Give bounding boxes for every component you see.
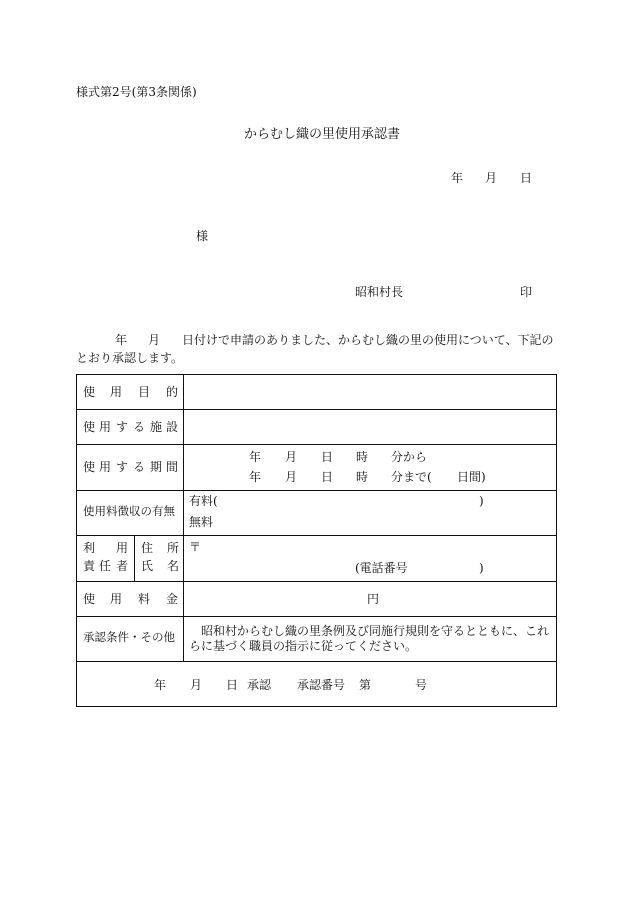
fee-free: 無料 — [189, 515, 214, 529]
period-label-char: す — [116, 460, 129, 474]
issuer-name: 昭和村長 — [355, 285, 404, 299]
period-from-month: 月 — [285, 450, 298, 464]
period-from-year: 年 — [249, 450, 262, 464]
approval-table — [76, 374, 557, 707]
date-year: 年 — [451, 171, 464, 185]
fee-paid-open: 有料( — [189, 494, 218, 508]
row-divider — [77, 616, 556, 617]
amount-label-char: 用 — [110, 592, 123, 606]
responsible-label-char: 用 — [116, 541, 129, 555]
period-to-month: 月 — [285, 470, 298, 484]
amount-label-char: 料 — [138, 592, 151, 606]
facility-label-char: る — [133, 420, 146, 434]
approval-month: 月 — [190, 678, 203, 692]
address-label-char: 所 — [167, 541, 180, 555]
facility-label-char: す — [116, 420, 129, 434]
body-month: 月 — [148, 333, 161, 347]
period-from-day: 日 — [321, 450, 334, 464]
row-divider — [77, 661, 556, 662]
address-label-char: 住 — [141, 541, 154, 555]
period-days: 日間) — [457, 470, 486, 484]
document-title: からむし織の里使用承認書 — [244, 127, 401, 142]
period-label-char: 期 — [150, 460, 163, 474]
fee-paid-close: ) — [479, 494, 484, 508]
name-label-char: 氏 — [141, 559, 154, 573]
fee-label: 使用料徴収の有無 — [83, 504, 175, 518]
phone-close: ) — [479, 561, 484, 575]
period-from-hour: 時 — [356, 450, 369, 464]
purpose-label-char: 用 — [110, 385, 123, 399]
responsible-inner-divider — [134, 535, 135, 581]
date-day: 日 — [520, 171, 533, 185]
period-label-char: 間 — [166, 460, 179, 474]
responsible-label-char: 任 — [99, 559, 112, 573]
name-label-char: 名 — [167, 559, 180, 573]
body-line2: とおり承認します。 — [76, 351, 184, 365]
period-to-year: 年 — [249, 470, 262, 484]
row-divider — [77, 535, 556, 536]
purpose-label-char: 使 — [83, 385, 96, 399]
postal-mark: 〒 — [189, 540, 202, 554]
responsible-label-char: 利 — [83, 541, 96, 555]
conditions-text-line1: 昭和村からむし織の里条例及び同施行規則を守るとともに、これ — [201, 624, 550, 638]
period-from-minute: 分から — [391, 450, 428, 464]
facility-label-char: 使 — [83, 420, 96, 434]
approval-approve: 承認 — [247, 678, 272, 692]
approval-dai: 第 — [359, 678, 372, 692]
facility-label-char: 用 — [99, 420, 112, 434]
approval-go: 号 — [415, 678, 428, 692]
responsible-label-char: 責 — [83, 559, 96, 573]
body-year: 年 — [115, 333, 128, 347]
issuer-seal: 印 — [520, 285, 533, 299]
amount-label-char: 使 — [83, 592, 96, 606]
row-divider — [77, 444, 556, 445]
phone-open: (電話番号 — [355, 561, 408, 575]
approval-day: 日 — [226, 678, 239, 692]
form-number: 様式第2号(第3条関係) — [76, 85, 197, 99]
amount-label-char: 金 — [166, 592, 179, 606]
row-divider — [77, 581, 556, 582]
period-label-char: る — [133, 460, 146, 474]
column-divider — [183, 375, 184, 661]
row-divider — [77, 490, 556, 491]
period-to-minute: 分まで( — [391, 470, 432, 484]
amount-unit: 円 — [367, 592, 380, 606]
facility-label-char: 設 — [166, 420, 179, 434]
period-to-day: 日 — [321, 470, 334, 484]
responsible-label-char: 者 — [116, 559, 129, 573]
row-divider — [77, 409, 556, 410]
conditions-text-line2: らに基づく職員の指示に従ってください。 — [189, 639, 418, 653]
period-to-hour: 時 — [356, 470, 369, 484]
addressee-suffix: 様 — [196, 229, 209, 243]
period-label-char: 使 — [83, 460, 96, 474]
period-label-char: 用 — [99, 460, 112, 474]
body-line1-rest: 日付けで申請のありました、からむし織の里の使用について、下記の — [182, 333, 554, 347]
approval-year: 年 — [154, 678, 167, 692]
facility-label-char: 施 — [150, 420, 163, 434]
approval-number-label: 承認番号 — [297, 678, 346, 692]
date-month: 月 — [485, 171, 498, 185]
conditions-label: 承認条件・その他 — [83, 630, 175, 644]
purpose-label-char: 的 — [166, 385, 179, 399]
purpose-label-char: 目 — [138, 385, 151, 399]
